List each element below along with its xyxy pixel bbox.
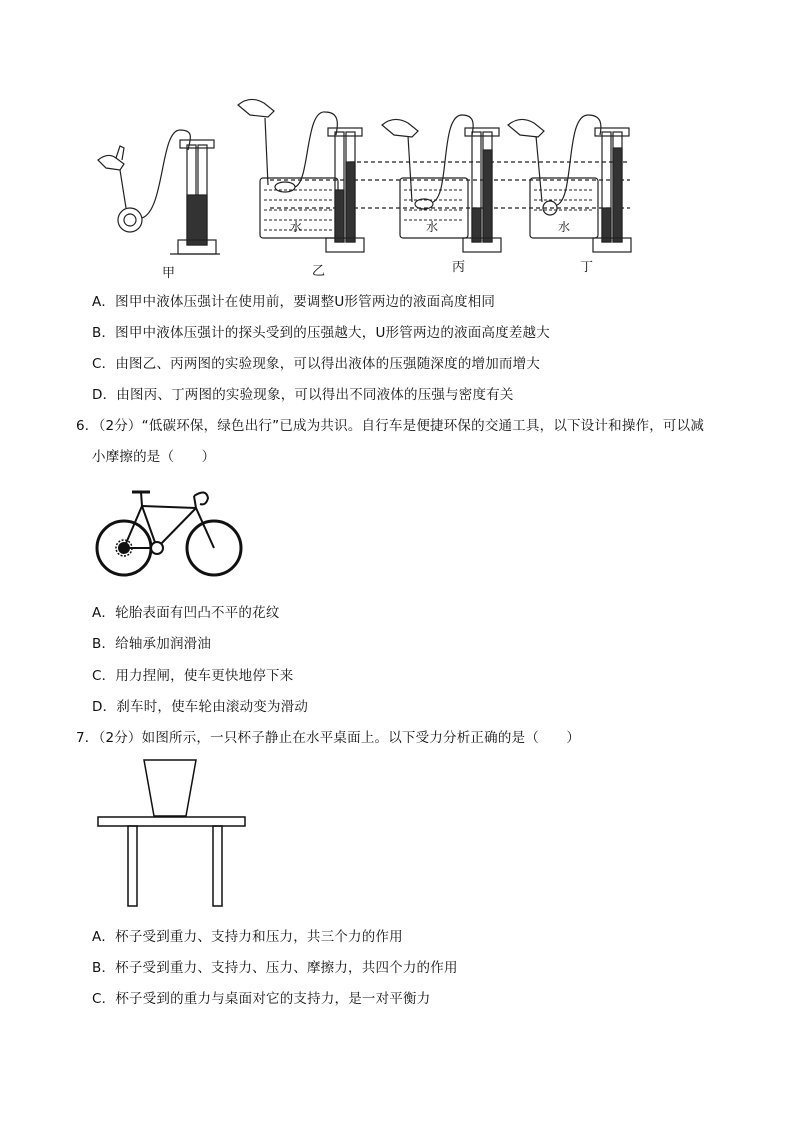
- pressure-gauge-figure: [90, 90, 650, 280]
- q6-option-b: B．给轴承加润滑油: [92, 636, 212, 652]
- cup-on-table-figure: [96, 758, 248, 910]
- q5-option-a: A．图甲中液体压强计在使用前，要调整U形管两边的液面高度相同: [92, 294, 496, 310]
- q6-stem-line2: 小摩擦的是（ ）: [92, 449, 216, 465]
- q6-option-a: A．轮胎表面有凹凸不平的花纹: [92, 605, 280, 621]
- q5-option-d: D．由图丙、丁两图的实验现象，可以得出不同液体的压强与密度有关: [92, 387, 514, 403]
- water-label-bing: 水: [426, 220, 439, 234]
- q5-option-b: B．图甲中液体压强计的探头受到的压强越大，U形管两边的液面高度差越大: [92, 325, 550, 341]
- q6-stem-line1: 6．（2分）“低碳环保，绿色出行”已成为共识。自行车是便捷环保的交通工具，以下设计和操作，可以减: [76, 418, 705, 434]
- q5-option-c: C．由图乙、丙两图的实验现象，可以得出液体的压强随深度的增加而增大: [92, 356, 541, 372]
- q7-stem: 7．（2分）如图所示，一只杯子静止在水平桌面上。以下受力分析正确的是（ ）: [76, 730, 581, 746]
- water-label-ding: 水: [558, 220, 571, 234]
- water-label-yi: 水: [290, 220, 303, 234]
- figure-label-jia: 甲: [162, 266, 176, 281]
- figure-label-yi: 乙: [312, 264, 326, 279]
- q7-option-b: B．杯子受到重力、支持力、压力、摩擦力，共四个力的作用: [92, 960, 458, 976]
- q6-option-d: D．刹车时，使车轮由滚动变为滑动: [92, 699, 309, 715]
- figure-label-ding: 丁: [580, 260, 594, 275]
- q7-option-c: C．杯子受到的重力与桌面对它的支持力，是一对平衡力: [92, 991, 431, 1007]
- q6-option-c: C．用力捏闸，使车更快地停下来: [92, 668, 294, 684]
- figure-label-bing: 丙: [452, 260, 466, 275]
- bicycle-figure: [94, 478, 246, 582]
- q7-option-a: A．杯子受到重力、支持力和压力，共三个力的作用: [92, 929, 403, 945]
